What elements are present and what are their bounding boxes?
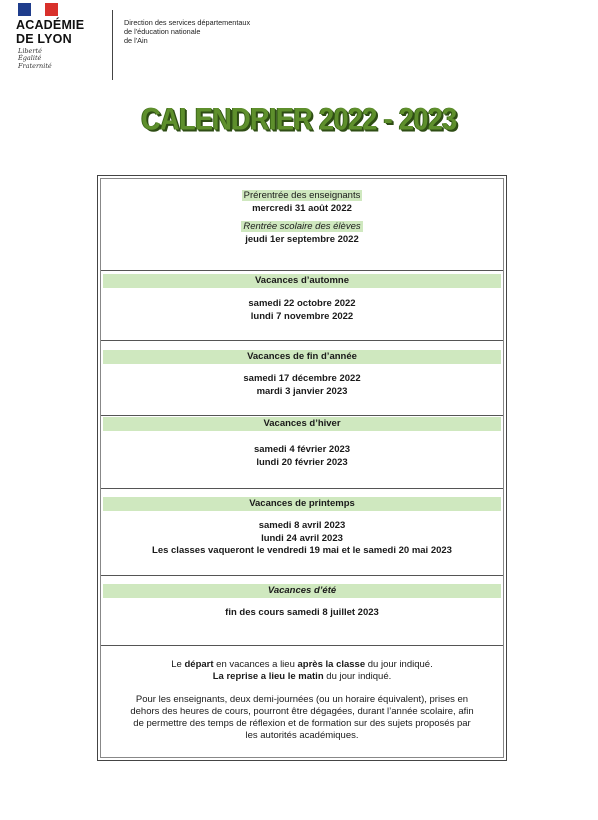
motto-egalite: Égalité [18, 54, 42, 63]
students-rentree-label: Rentrée scolaire des élèves [243, 221, 361, 232]
winter-title: Vacances d’hiver [103, 417, 501, 431]
year-end-end: mardi 3 janvier 2023 [256, 385, 348, 397]
department-name [124, 18, 250, 46]
academie-line-2: DE LYON [16, 32, 72, 46]
autumn-start: samedi 22 octobre 2022 [248, 298, 356, 309]
section-summer [101, 575, 503, 646]
page-title: CALENDRIER 2022 - 2023 [141, 101, 457, 137]
academie-line-1: ACADÉMIE [16, 18, 85, 32]
winter-start: samedi 4 février 2023 [253, 444, 351, 455]
spring-title: Vacances de printemps [103, 497, 501, 511]
teachers-rentree-date: mercredi 31 août 2022 [252, 202, 352, 214]
teachers-rentree-label: Prérentrée des enseignants [243, 190, 361, 201]
republic-motto [18, 48, 52, 70]
teachers-note-line-4: les autorités académiques. [245, 730, 359, 742]
teachers-note-line-1: Pour les enseignants, deux demi-journées (ou un horaire équivalent), prises en [135, 693, 469, 705]
departure-note: Le départ en vacances a lieu après la classe du jour indiqué. [171, 659, 433, 670]
winter-end: lundi 20 février 2023 [256, 456, 348, 468]
autumn-end: lundi 7 novembre 2022 [250, 310, 354, 322]
summer-end: fin des cours samedi 8 juillet 2023 [225, 607, 379, 618]
spring-extra-note: Les classes vaqueront le vendredi 19 mai et le samedi 20 mai 2023 [152, 545, 452, 556]
return-note: La reprise a lieu le matin du jour indiqué. [212, 671, 392, 683]
calendar-inner-border [100, 178, 504, 758]
section-rentree [101, 179, 503, 271]
header-divider [112, 10, 113, 80]
students-rentree-date: jeudi 1er septembre 2022 [245, 233, 359, 245]
section-winter [101, 415, 503, 489]
autumn-title: Vacances d’automne [103, 274, 501, 288]
year-end-title: Vacances de fin d’année [103, 350, 501, 364]
section-spring [101, 488, 503, 576]
year-end-start: samedi 17 décembre 2022 [243, 373, 361, 384]
department-line-3: de l'Ain [124, 36, 148, 46]
teachers-note-line-3: de permettre des temps de réflexion et de formation sur des sujets proposés par [133, 718, 471, 730]
section-year-end [101, 340, 503, 416]
department-line-2: de l'éducation nationale [124, 27, 201, 37]
section-autumn [101, 270, 503, 341]
calendar-table [97, 175, 507, 761]
republique-flag-logo [18, 3, 58, 16]
spring-end: lundi 24 avril 2023 [261, 532, 343, 544]
motto-liberte: Liberté [18, 47, 42, 55]
spring-start: samedi 8 avril 2023 [258, 520, 346, 531]
motto-fraternite: Fraternité [18, 61, 52, 70]
notes-section [101, 659, 503, 743]
academie-logo-text [16, 18, 84, 46]
summer-title: Vacances d’été [103, 584, 501, 598]
teachers-note-line-2: dehors des heures de cours, pourront être dégagées, durant l’année scolaire, afin [130, 705, 474, 717]
department-line-1: Direction des services départementaux [124, 18, 251, 27]
